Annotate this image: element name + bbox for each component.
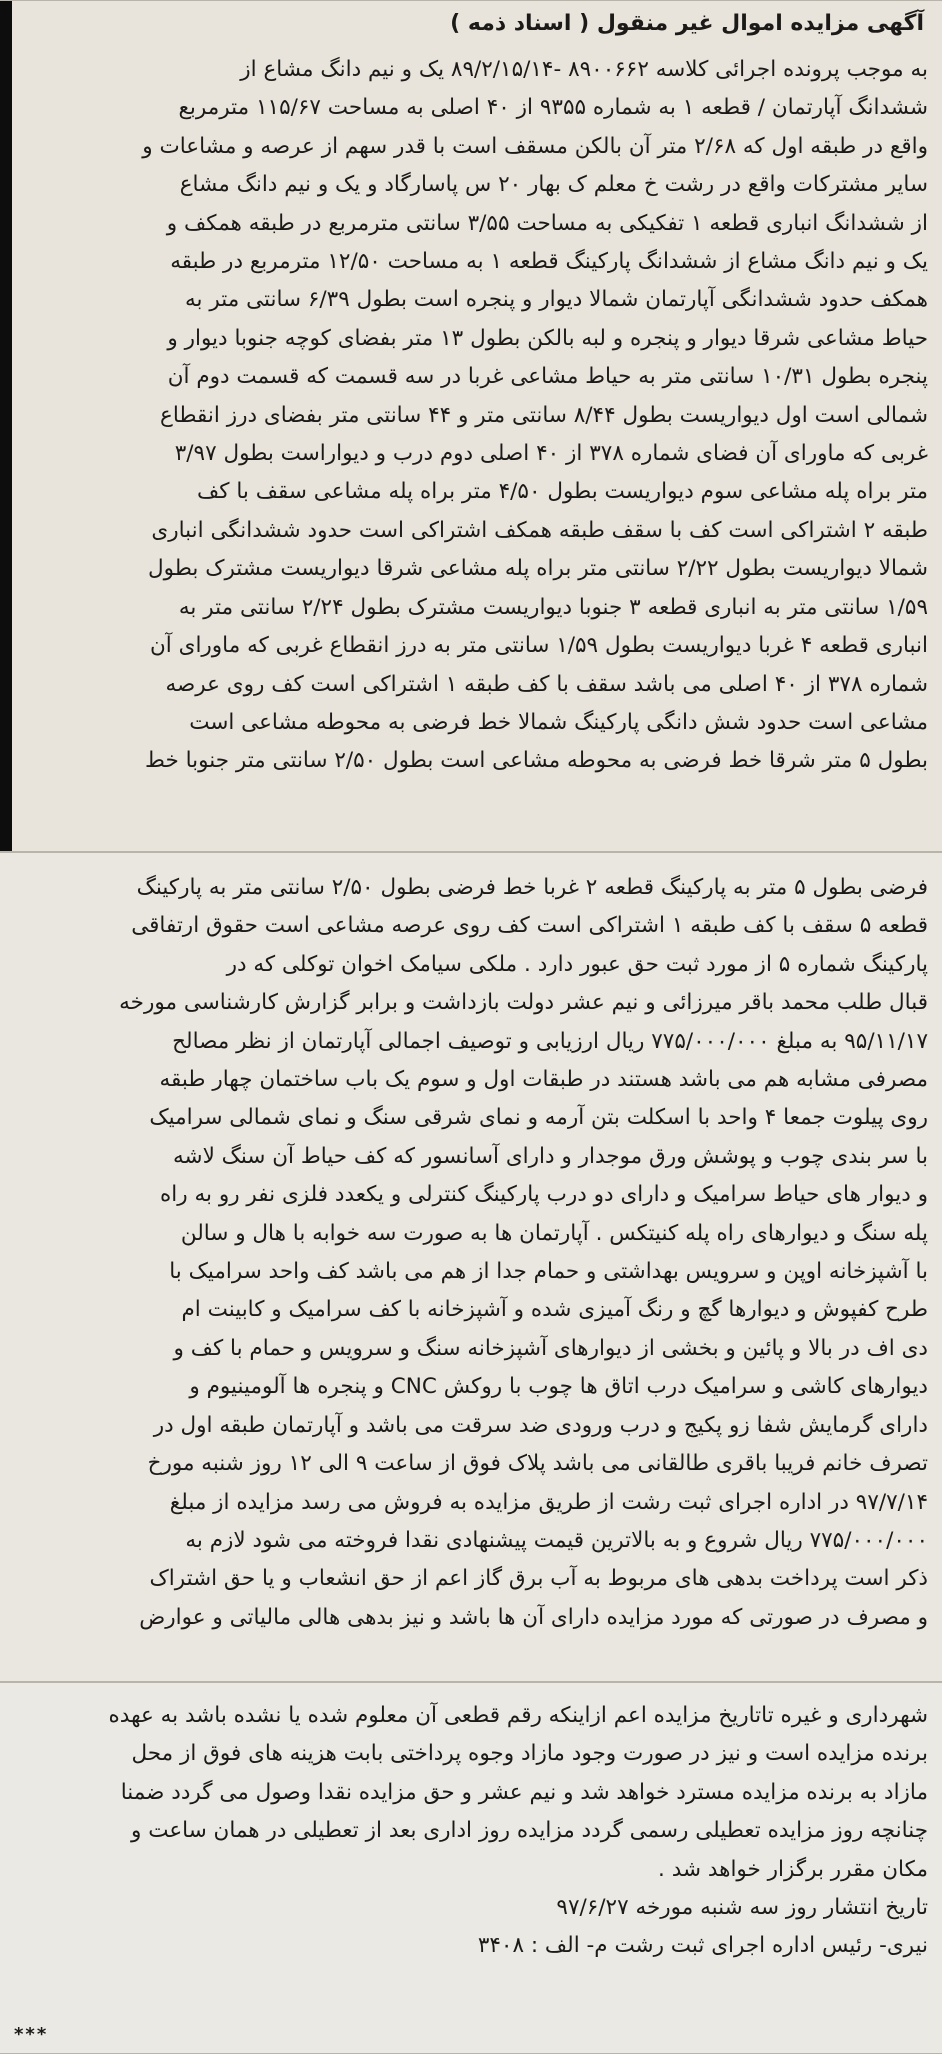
text-line: شماره ۳۷۸ از ۴۰ اصلی می باشد سقف با کف طبقه ۱ اشتراکی است کف روی عرصه: [165, 671, 928, 697]
text-line: شمالا دیواریست بطول ۲/۲۲ سانتی متر براه پله مشاعی شرقا دیواریست مشترک بطول: [148, 556, 928, 582]
text-line: پله سنگ و دیوارهای راه پله کنیتکس . آپارتمان ها به صورت سه خوابه با هال و سالن: [180, 1220, 928, 1246]
text-line: طبقه ۲ اشتراکی است کف با سقف طبقه همکف اشتراکی است حدود ششدانگی انباری: [151, 517, 928, 543]
text-line: چنانچه روز مزایده تعطیلی رسمی گردد مزایده روز اداری بعد از تعطیلی در همان ساعت و: [130, 1818, 928, 1844]
text-line: مکان مقرر برگزار خواهد شد .: [658, 1856, 928, 1882]
text-line: به موجب پرونده اجرائی کلاسه ۸۹۰۰۶۶۲ -۸۹/۲/۱۵/۱۴ یک و نیم دانگ مشاع از: [240, 57, 928, 82]
text-line: برنده مزایده است و نیز در صورت وجود مازاد وجوه پرداختی بابت هزینه های فوق از محل: [131, 1741, 928, 1767]
scan-edge-strip: [0, 1, 12, 851]
text-line: ذکر است پرداخت بدهی های مربوط به آب برق گاز اعم از حق انشعاب و یا حق اشتراک: [149, 1566, 928, 1592]
text-line: و مصرف در صورتی که مورد مزایده دارای آن ها باشد و نیز بدهی هالی مالیاتی و عوارض: [139, 1604, 928, 1630]
text-line: غربی که ماورای آن فضای شماره ۳۷۸ از ۴۰ اصلی دوم درب و دیواراست بطول ۳/۹۷: [174, 441, 928, 467]
notice-body-part-2: [14, 853, 928, 1637]
notice-body-part-1: [14, 1, 928, 781]
text-line: حیاط مشاعی شرقا دیوار و پنجره و لبه بالکن بطول ۱۳ متر بفضای کوچه جنوبا دیوار و: [167, 325, 928, 351]
text-line: مشاعی است حدود شش دانگی پارکینگ شمالا خط فرضی به محوطه مشاعی است: [189, 709, 928, 735]
text-line: ۷۷۵/۰۰۰/۰۰۰ ریال شروع و به بالاترین قیمت پیشنهادی نقدا فروخته می شود لازم به: [185, 1527, 928, 1553]
text-line: ششدانگ آپارتمان / قطعه ۱ به شماره ۹۳۵۵ از ۴۰ اصلی به مساحت ۱۱۵/۶۷ مترمربع: [178, 95, 928, 121]
text-line: دیوارهای کاشی و سرامیک درب اتاق ها چوب با روکش CNC و پنجره ها آلومینیوم و: [189, 1374, 928, 1400]
text-line: قطعه ۵ سقف با کف طبقه ۱ اشتراکی است کف روی عرصه مشاعی است حقوق ارتفاقی: [131, 913, 928, 939]
end-mark: ***: [14, 2024, 49, 2045]
text-line: روی پیلوت جمعا ۴ واحد با اسکلت بتن آرمه و نمای شرقی سنگ و نمای شمالی سرامیک: [149, 1105, 928, 1131]
text-line: ۱/۵۹ سانتی متر به انباری قطعه ۳ جنوبا دیواریست مشترک بطول ۲/۲۴ سانتی متر به: [178, 594, 928, 620]
text-line: با آشپزخانه اوپن و سرویس بهداشتی و حمام جدا از هم می باشد کف واحد سرامیک با: [169, 1259, 928, 1285]
text-line: شمالی است اول دیواریست بطول ۸/۴۴ سانتی متر و ۴۴ سانتی متر بفضای درز انقطاع: [160, 402, 928, 428]
text-line: انباری قطعه ۴ غربا دیواریست بطول ۱/۵۹ سانتی متر به درز انقطاع غربی که ماورای آن: [150, 633, 928, 659]
text-line: بطول ۵ متر شرقا خط فرضی به محوطه مشاعی است بطول ۲/۵۰ سانتی متر جنوبا خط: [145, 748, 928, 774]
text-line: نیری- رئیس اداره اجرای ثبت رشت م- الف : ۳۴۰۸: [477, 1933, 928, 1959]
text-line: فرضی بطول ۵ متر به پارکینگ قطعه ۲ غربا خط فرضی بطول ۲/۵۰ سانتی متر به پارکینگ: [136, 875, 928, 900]
notice-footer: [14, 1683, 928, 1966]
text-line: تاریخ انتشار روز سه شنبه مورخه ۹۷/۶/۲۷: [556, 1895, 928, 1921]
text-line: و دیوار های حیاط سرامیک و دارای دو درب پارکینگ کنترلی و یکعدد فلزی نفر رو به راه: [160, 1182, 928, 1208]
text-line: دی اف در بالا و پائین و بخشی از دیوارهای آشپزخانه سنگ و سرویس و حمام با کف و: [173, 1335, 928, 1361]
text-line: دارای گرمایش شفا زو پکیج و درب ورودی ضد سرقت می باشد و آپارتمان طبقه اول در: [153, 1412, 928, 1438]
text-line: متر براه پله مشاعی سوم دیواریست بطول ۴/۵۰ متر براه پله مشاعی سقف با کف: [197, 479, 928, 505]
text-line: مصرفی مشابه هم می باشد هستند در طبقات اول و سوم یک باب ساختمان چهار طبقه: [159, 1067, 928, 1093]
text-line: طرح کفپوش و دیوارها گچ و رنگ آمیزی شده و آشپزخانه با کف سرامیک و کابینت ام: [181, 1297, 928, 1323]
clipping-part-3: [0, 1682, 942, 2054]
text-line: واقع در طبقه اول که ۲/۶۸ متر آن بالکن مسقف است با قدر سهم از عرصه و مشاعات و: [142, 133, 928, 159]
text-line: ۹۷/۷/۱۴ در اداره اجرای ثبت رشت از طریق مزایده به فروش می رسد مزایده از مبلغ: [169, 1489, 928, 1515]
text-line: با سر بندی چوب و پوشش ورق موجدار و دارای آسانسور که کف حیاط آن سنگ لاشه: [173, 1143, 928, 1169]
text-line: یک و نیم دانگ مشاع از ششدانگ پارکینگ قطعه ۱ به مساحت ۱۲/۵۰ مترمربع در طبقه: [170, 249, 928, 275]
text-line: شهرداری و غیره تاتاریخ مزایده اعم ازاینکه رقم قطعی آن معلوم شده یا نشده باشد به عهده: [108, 1703, 928, 1728]
text-line: سایر مشترکات واقع در رشت خ معلم ک بهار ۲۰ س پاسارگاد و یک و نیم دانگ مشاع: [179, 172, 928, 198]
text-line: تصرف خانم فریبا باقری طالقانی می باشد پلاک فوق از ساعت ۹ الی ۱۲ روز شنبه مورخ: [147, 1451, 928, 1477]
clipping-part-2: [0, 852, 942, 1682]
text-line: از ششدانگ انباری قطعه ۱ تفکیکی به مساحت ۳/۵۵ سانتی مترمربع در طبقه همکف و: [166, 210, 928, 236]
text-line: قبال طلب محمد باقر میرزائی و نیم عشر دولت بازداشت و برابر گزارش کارشناسی مورخه: [119, 990, 928, 1016]
clipping-part-1: [0, 0, 942, 852]
text-line: همکف حدود ششدانگی آپارتمان شمالا دیوار و پنجره است بطول ۶/۳۹ سانتی متر به: [185, 287, 928, 313]
notice-title: آگهی مزایده اموال غیر منقول ( اسناد ذمه ): [450, 11, 924, 36]
text-line: پنجره بطول ۱۰/۳۱ سانتی متر به حیاط مشاعی غربا در سه قسمت که قسمت دوم آن: [167, 364, 928, 390]
text-line: مازاد به برنده مزایده مسترد خواهد شد و نیم عشر و حق مزایده نقدا وصول می گردد ضمنا: [120, 1779, 928, 1805]
text-line: ۹۵/۱۱/۱۷ به مبلغ ۷۷۵/۰۰۰/۰۰۰ ریال ارزیابی و توصیف اجمالی آپارتمان از نظر مصالح: [172, 1028, 928, 1054]
text-line: پارکینگ شماره ۵ از مورد ثبت حق عبور دارد . ملکی سیامک اخوان توکلی که در: [226, 951, 928, 977]
